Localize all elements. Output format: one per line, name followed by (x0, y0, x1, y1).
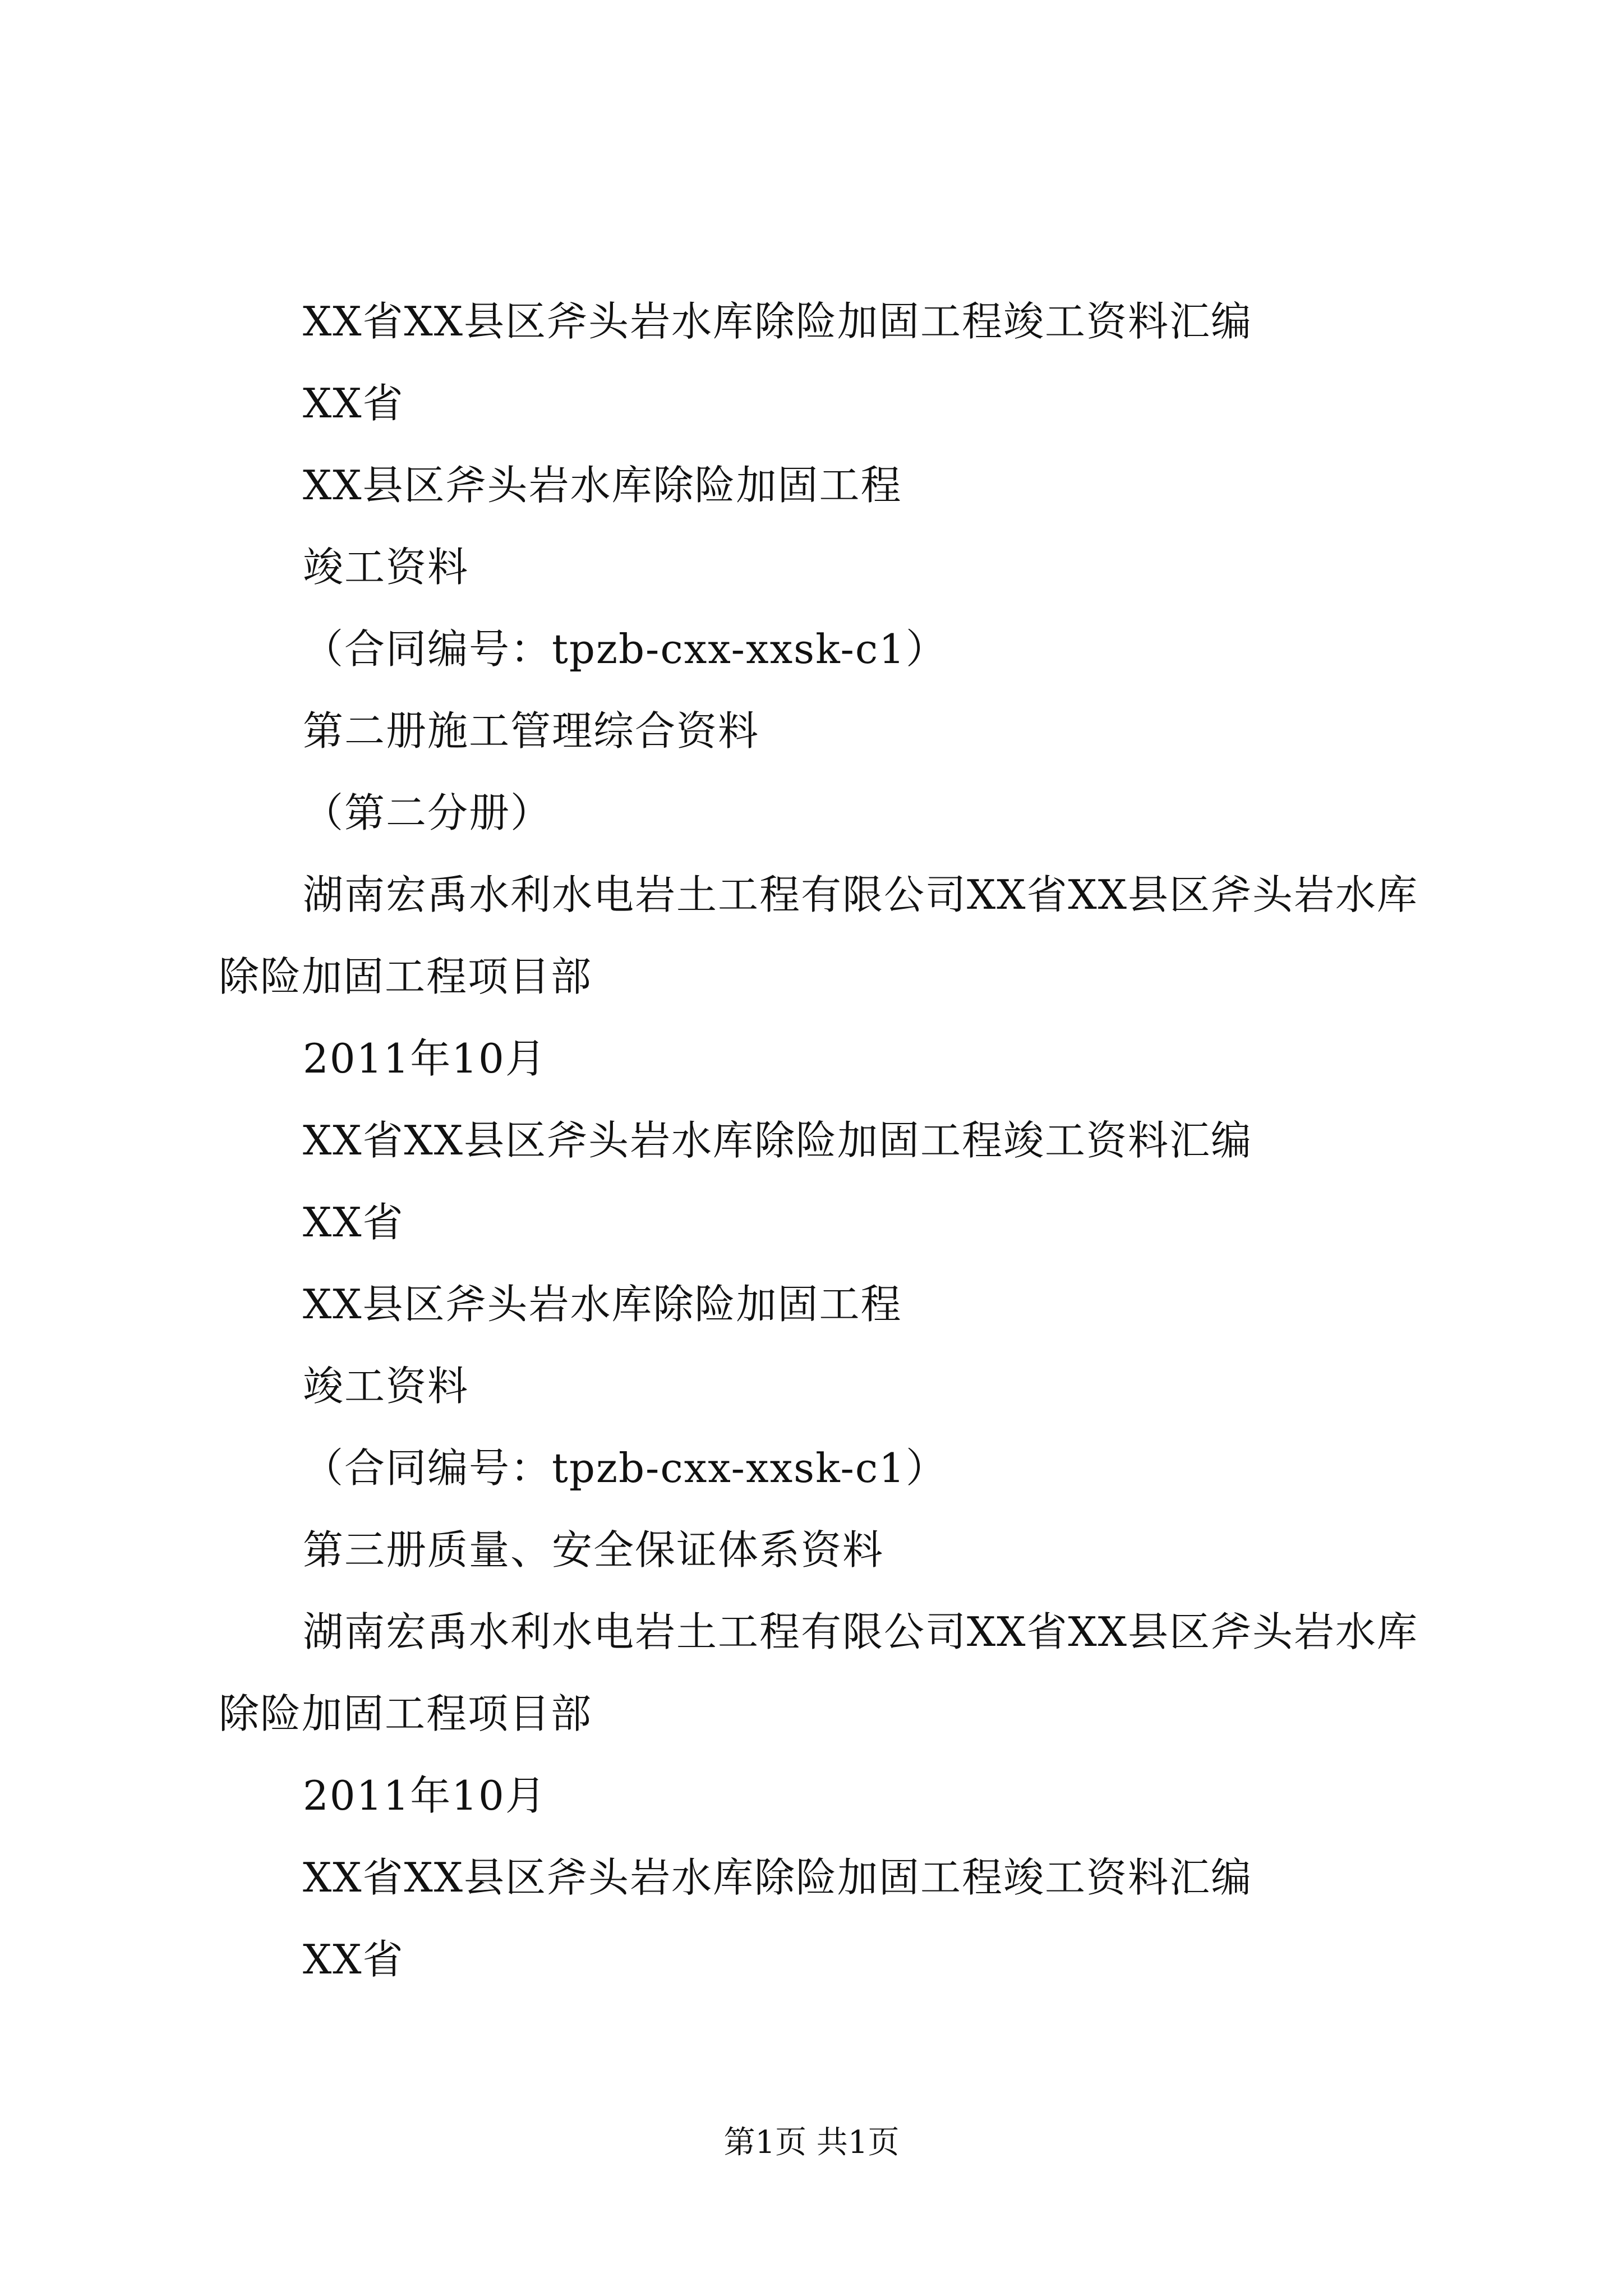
paragraph: XX县区斧头岩水库除险加固工程 (303, 1281, 902, 1328)
paragraph: XX县区斧头岩水库除险加固工程 (303, 462, 902, 509)
paragraph: （合同编号：tpzb-cxx-xxsk-c1） (303, 1444, 947, 1492)
page-footer: 第1页 共1页 (723, 2124, 900, 2161)
paragraph: 湖南宏禹水利水电岩土工程有限公司XX省XX县区斧头岩水库除险加固工程项目部 (219, 871, 1419, 1000)
paragraph: XX省 (303, 1199, 404, 1246)
paragraph: 第二册施工管理综合资料 (303, 707, 760, 754)
paragraph: （合同编号：tpzb-cxx-xxsk-c1） (303, 625, 947, 673)
paragraph: 湖南宏禹水利水电岩土工程有限公司XX省XX县区斧头岩水库除险加固工程项目部 (219, 1608, 1419, 1737)
paragraph: 2011年10月 (303, 1035, 547, 1082)
paragraph: XX省 (303, 1936, 404, 1983)
paragraph: 竣工资料 (303, 544, 469, 591)
paragraph: XX省 (303, 380, 404, 427)
paragraph: 第三册质量、安全保证体系资料 (303, 1526, 884, 1573)
paragraph: （第二分册） (303, 789, 552, 836)
paragraph: XX省XX县区斧头岩水库除险加固工程竣工资料汇编 (303, 1117, 1253, 1164)
paragraph: 竣工资料 (303, 1363, 469, 1410)
paragraph: XX省XX县区斧头岩水库除险加固工程竣工资料汇编 (303, 298, 1253, 345)
paragraph: 2011年10月 (303, 1772, 547, 1819)
paragraph: XX省XX县区斧头岩水库除险加固工程竣工资料汇编 (303, 1854, 1253, 1901)
document-body (219, 280, 1424, 2000)
